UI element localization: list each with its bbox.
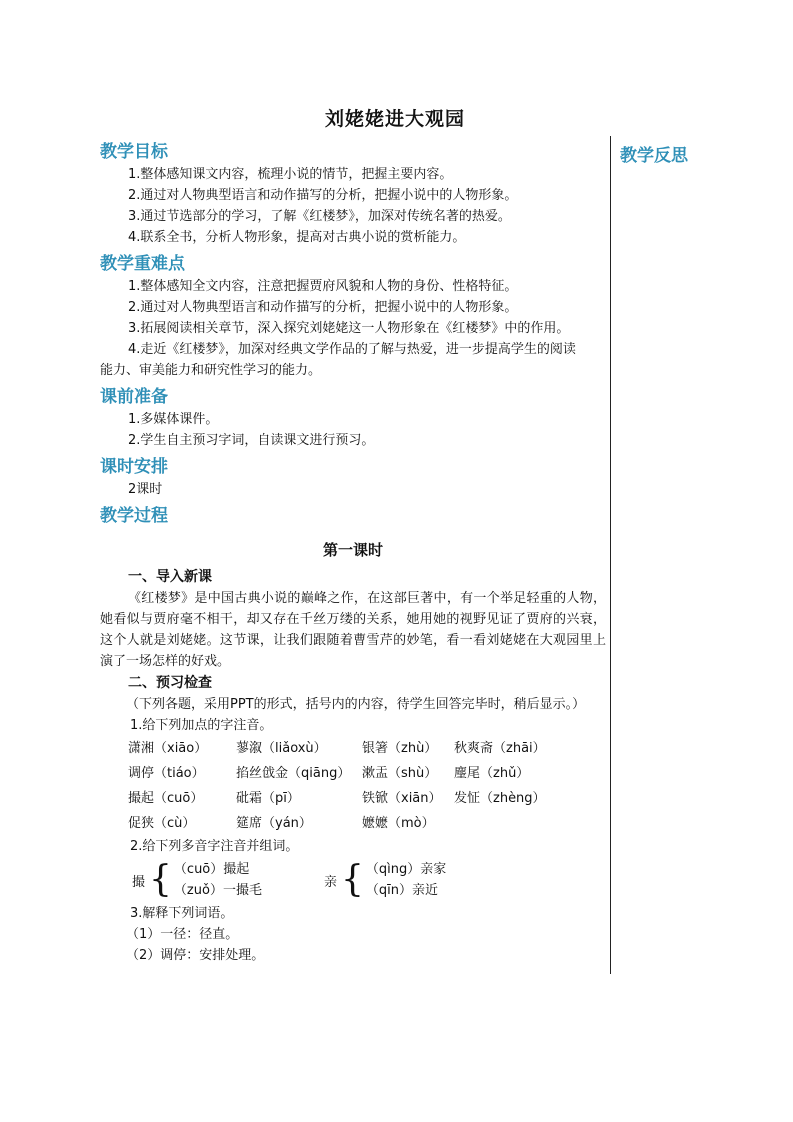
question-3: 3.解释下列词语。 <box>130 906 234 921</box>
process-section <box>100 504 606 966</box>
polyphone-readings <box>174 859 262 901</box>
schedule-section <box>100 455 606 500</box>
preparation-item: 1.多媒体课件。 <box>128 412 219 427</box>
objective-item: 1.整体感知课文内容，梳理小说的情节，把握主要内容。 <box>128 167 453 182</box>
preparation-item: 2.学生自主预习字词，自读课文进行预习。 <box>128 433 375 448</box>
keypoint-item-continuation: 能力、审美能力和研究性学习的能力。 <box>100 363 322 378</box>
objectives-heading: 教学目标 <box>100 142 168 162</box>
definition-item: （2）调停：安排处理。 <box>126 948 265 963</box>
question-1: 1.给下列加点的字注音。 <box>130 718 273 733</box>
part1-heading: 一、导入新课 <box>128 569 212 585</box>
schedule-heading: 课时安排 <box>100 457 168 477</box>
polyphone-reading: （cuō）撮起 <box>173 862 250 877</box>
pinyin-cell: 发怔（zhèng） <box>454 791 546 806</box>
part2-heading: 二、预习检查 <box>128 675 212 691</box>
polyphone-reading: （qìng）亲家 <box>365 862 447 877</box>
polyphone-reading: （qīn）亲近 <box>365 883 439 898</box>
pinyin-cell: 筵席（yán） <box>236 816 312 831</box>
pinyin-cell <box>454 811 574 836</box>
process-heading: 教学过程 <box>100 506 168 526</box>
objectives-section <box>100 140 606 248</box>
keypoint-item: 2.通过对人物典型语言和动作描写的分析，把握小说中的人物形象。 <box>128 300 518 315</box>
preparation-section <box>100 385 606 451</box>
pinyin-cell: 调停（tiáo） <box>128 766 205 781</box>
pinyin-cell: 秋爽斋（zhāi） <box>454 741 546 756</box>
polyphone-char: 撮 <box>132 874 146 890</box>
document-title: 刘姥姥进大观园 <box>324 108 465 130</box>
main-column <box>100 140 606 970</box>
keypoint-item: 3.拓展阅读相关章节，深入探究刘姥姥这一人物形象在《红楼梦》中的作用。 <box>128 321 570 336</box>
question-2: 2.给下列多音字注音并组词。 <box>130 839 299 854</box>
part2-note: （下列各题，采用PPT的形式，括号内的内容，待学生回答完毕时，稍后显示。） <box>126 697 586 712</box>
polyphone-block <box>100 859 606 901</box>
pinyin-cell: 铁锨（xiān） <box>362 791 442 806</box>
lesson-title: 第一课时 <box>322 541 383 559</box>
pinyin-cell: 撮起（cuō） <box>128 791 204 806</box>
polyphone-readings <box>366 859 446 901</box>
objective-item: 3.通过节选部分的学习，了解《红楼梦》，加深对传统名著的热爱。 <box>128 209 511 224</box>
pinyin-cell: 麈尾（zhǔ） <box>454 766 530 781</box>
pinyin-cell: 潇湘（xiāo） <box>128 741 208 756</box>
pinyin-cell: 蓼溆（liǎoxù） <box>236 741 327 756</box>
schedule-text: 2课时 <box>128 482 163 497</box>
pinyin-cell: 银箸（zhù） <box>362 741 438 756</box>
polyphone-group <box>132 859 324 901</box>
part1-text: 《红楼梦》是中国古典小说的巅峰之作，在这部巨著中，有一个举足轻重的人物，她看似与贾府毫不相干，却又存在千丝万缕的关系，她用她的视野见证了贾府的兴衰，这个人就是刘姥姥。这节课，让我们跟随着曹雪芹的妙笔，看一看刘姥姥在大观园里上演了一场怎样的好戏。 <box>100 591 606 669</box>
pinyin-cell: 嬷嬷（mò） <box>362 816 435 831</box>
polyphone-group <box>324 859 446 901</box>
brace-icon: { <box>341 859 364 900</box>
polyphone-reading: （zuǒ）一撮毛 <box>173 883 262 898</box>
definition-item: （1）一径：径直。 <box>126 927 239 942</box>
pinyin-cell: 砒霜（pī） <box>236 791 300 806</box>
keypoints-section <box>100 252 606 381</box>
preparation-heading: 课前准备 <box>100 387 168 407</box>
pinyin-cell: 漱盂（shù） <box>362 766 438 781</box>
reflection-heading: 教学反思 <box>620 146 688 166</box>
brace-icon: { <box>149 859 172 900</box>
column-divider <box>610 136 611 974</box>
polyphone-char: 亲 <box>324 874 338 890</box>
pinyin-cell: 促狭（cù） <box>128 816 196 831</box>
objective-item: 4.联系全书，分析人物形象，提高对古典小说的赏析能力。 <box>128 230 466 245</box>
keypoints-heading: 教学重难点 <box>100 254 185 274</box>
pinyin-grid <box>100 736 606 836</box>
objective-item: 2.通过对人物典型语言和动作描写的分析，把握小说中的人物形象。 <box>128 188 518 203</box>
pinyin-cell: 掐丝戗金（qiāng） <box>236 766 351 781</box>
keypoint-item: 4.走近《红楼梦》，加深对经典文学作品的了解与热爱，进一步提高学生的阅读 <box>128 342 576 357</box>
keypoint-item: 1.整体感知全文内容，注意把握贾府风貌和人物的身份、性格特征。 <box>128 279 518 294</box>
